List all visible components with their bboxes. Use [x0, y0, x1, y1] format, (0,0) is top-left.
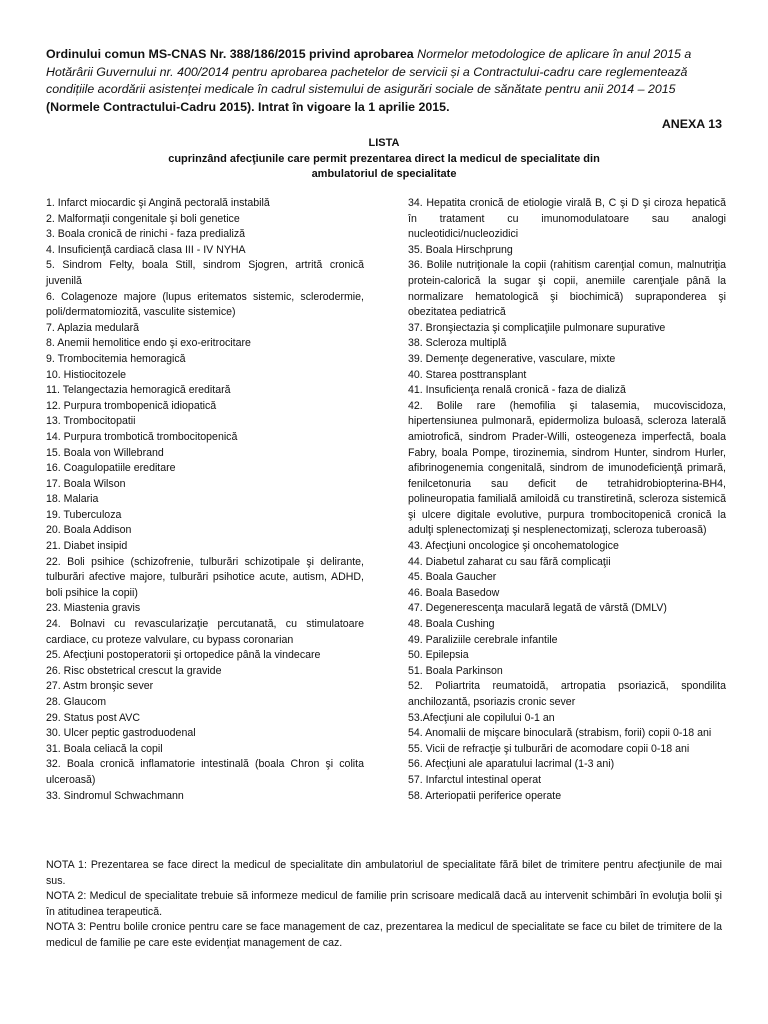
list-item: 13. Trombocitopatii — [46, 415, 136, 428]
list-item: 34. Hepatita cronică de etiologie virală B, C şi D şi ciroza hepatică în tratament cu imunomodulatoare sau analogi nucleotidici/nucleozidici — [408, 197, 726, 241]
note-2: NOTA 2: Medicul de specialitate trebuie să informeze medicul de familie prin scrisoare medicală dacă au intervenit schimbări în evoluţia bolii şi în atitudinea terapeutică. — [46, 890, 722, 918]
list-item: 5. Sindrom Felty, boala Still, sindrom Sjogren, artrită cronică juvenilă — [46, 259, 364, 287]
list-item: 32. Boala cronică inflamatorie intestinală (boala Chron şi colita ulceroasă) — [46, 758, 364, 786]
list-item: 56. Afecţiuni ale aparatului lacrimal (1-3 ani) — [408, 758, 615, 771]
list-item: 8. Anemii hemolitice endo şi exo-eritrocitare — [46, 337, 251, 350]
heading-bold-part-2: (Normele Contractului-Cadru 2015). Intrat în vigoare la 1 aprilie 2015. — [46, 99, 450, 114]
list-item: 46. Boala Basedow — [408, 586, 500, 599]
list-item: 44. Diabetul zaharat cu sau fără complicaţii — [408, 555, 611, 568]
list-item: 52. Poliartrita reumatoidă, artropatia psoriazică, spondilita anchilozantă, psoriazis cronic sever — [408, 680, 726, 708]
list-item: 20. Boala Addison — [46, 524, 132, 537]
list-item: 43. Afecţiuni oncologice şi oncohematologice — [408, 540, 619, 553]
list-item: 36. Bolile nutriţionale la copii (rahitism carenţial comun, malnutriţia protein-calorică la sugar şi copii, anemiile carenţiale până la normalizare hematologică şi biochimică) supraponderea şi obezitatea pediatrică — [408, 259, 726, 319]
list-item: 48. Boala Cushing — [408, 618, 495, 631]
list-item: 42. Bolile rare (hemofilia şi talasemia, mucoviscidoza, hipertensiunea pulmonară, epidermoliza buloasă, scleroza laterală amiotrofică, sindrom Prader-Willi, osteogeneza imperfectă, boala Fabry, boala Pompe, tirozinemia, sindrom Hunter, sindrom Hurler, afibrinogenemia congenitală, sindrom de imunodeficienţă primară, fenilcetonuria sau deficit de tetrahidrobiopterina-BH4, polineuropatia familială amiloidă cu transtiretină, scleroza sistemică şi ulcere digitale evolutive, purpura trombocitopenică cronică la adulţi splenectomizaţi şi nesplenectomizaţi, scleroza tuberoasă) — [408, 399, 726, 537]
list-item: 18. Malaria — [46, 493, 99, 506]
heading-italic-part: Normelor metodologice de aplicare în anul 2015 a Hotărârii Guvernului nr. 400/2014 pentru aprobarea pachetelor de servicii și a Contractului-cadru care reglementează condițiile acordării asistenței medicale în cadrul sistemului de asigurări sociale de sănătate pentru anii 2014 – 2015 — [46, 47, 692, 96]
list-item: 35. Boala Hirschprung — [408, 243, 513, 256]
list-item: 16. Coagulopatiile ereditare — [46, 462, 176, 475]
list-item: 2. Malformaţii congenitale şi boli genetice — [46, 212, 240, 225]
list-item: 54. Anomalii de mişcare binoculară (strabism, forii) copii 0-18 ani — [408, 727, 712, 740]
list-title-line-2: cuprinzând afecţiunile care permit prezentarea direct la medicul de specialitate din — [168, 152, 600, 165]
list-item: 33. Sindromul Schwachmann — [46, 789, 184, 802]
list-item: 4. Insuficienţă cardiacă clasa III - IV NYHA — [46, 243, 246, 256]
list-item: 26. Risc obstetrical crescut la gravide — [46, 664, 222, 677]
list-item: 25. Afecţiuni postoperatorii şi ortopedice până la vindecare — [46, 649, 321, 662]
note-1: NOTA 1: Prezentarea se face direct la medicul de specialitate din ambulatoriul de specialitate fără bilet de trimitere pentru afecţiunile de mai sus. — [46, 859, 722, 887]
list-item: 29. Status post AVC — [46, 711, 141, 724]
list-item: 1. Infarct miocardic şi Angină pectorală instabilă — [46, 197, 270, 209]
heading-bold-part-1: Ordinului comun MS-CNAS Nr. 388/186/2015 privind aprobarea — [46, 47, 418, 61]
document-heading — [46, 46, 722, 116]
list-item: 55. Vicii de refracţie şi tulburări de acomodare copii 0-18 ani — [408, 742, 690, 755]
conditions-list — [46, 196, 726, 804]
list-item: 53.Afecţiuni ale copilului 0-1 an — [408, 711, 555, 724]
list-title-line-3: ambulatoriul de specialitate — [311, 168, 457, 180]
list-item: 30. Ulcer peptic gastroduodenal — [46, 727, 196, 740]
list-item: 12. Purpura trombopenică idiopatică — [46, 399, 217, 412]
list-item: 27. Astm bronşic sever — [46, 680, 154, 693]
list-item: 21. Diabet insipid — [46, 540, 128, 553]
list-item: 38. Scleroza multiplă — [408, 337, 507, 350]
list-item: 3. Boala cronică de rinichi - faza predializă — [46, 228, 246, 241]
list-item: 14. Purpura trombotică trombocitopenică — [46, 430, 238, 443]
list-item: 49. Paraliziile cerebrale infantile — [408, 633, 558, 646]
conditions-list-right-column — [408, 196, 726, 804]
list-item: 22. Boli psihice (schizofrenie, tulburări schizotipale şi delirante, tulburări afective majore, tulburări psihotice acute, autism, ADHD, boli psihice la copii) — [46, 555, 364, 599]
list-item: 17. Boala Wilson — [46, 477, 126, 490]
list-item: 11. Telangectazia hemoragică ereditară — [46, 384, 231, 397]
list-item: 15. Boala von Willebrand — [46, 446, 164, 459]
list-item: 50. Epilepsia — [408, 649, 469, 662]
conditions-list-left-column — [46, 196, 364, 804]
list-item: 51. Boala Parkinson — [408, 664, 503, 677]
notes-section — [46, 858, 722, 952]
list-item: 40. Starea posttransplant — [408, 368, 527, 381]
list-title — [46, 136, 722, 183]
list-item: 6. Colagenoze majore (lupus eritematos sistemic, sclerodermie, poli/dermatomiozită, vasculite sistemice) — [46, 290, 364, 319]
list-item: 10. Histiocitozele — [46, 368, 127, 381]
list-item: 28. Glaucom — [46, 696, 107, 708]
list-item: 39. Demenţe degenerative, vasculare, mixte — [408, 352, 616, 365]
list-item: 45. Boala Gaucher — [408, 571, 497, 584]
list-item: 37. Bronşiectazia şi complicaţiile pulmonare supurative — [408, 321, 666, 334]
list-title-line-1: LISTA — [368, 137, 400, 149]
list-item: 41. Insuficienţa renală cronică - faza de dializă — [408, 384, 626, 397]
list-item: 7. Aplazia medulară — [46, 321, 140, 334]
note-3: NOTA 3: Pentru bolile cronice pentru care se face management de caz, prezentarea la medicul de specialitate se face cu bilet de trimitere de la medicul de familie pe care este evidenţiat management de caz. — [46, 921, 722, 949]
annex-label: ANEXA 13 — [661, 117, 722, 131]
list-item: 47. Degenerescenţa maculară legată de vârstă (DMLV) — [408, 602, 667, 615]
list-item: 58. Arteriopatii periferice operate — [408, 789, 562, 802]
list-item: 23. Miastenia gravis — [46, 602, 141, 615]
list-item: 57. Infarctul intestinal operat — [408, 773, 542, 786]
list-item: 19. Tuberculoza — [46, 508, 122, 521]
list-item: 31. Boala celiacă la copil — [46, 742, 163, 755]
list-item: 9. Trombocitemia hemoragică — [46, 352, 186, 365]
list-item: 24. Bolnavi cu revascularizaţie percutanată, cu stimulatoare cardiace, cu proteze valvulare, cu bypass coronarian — [46, 618, 364, 646]
